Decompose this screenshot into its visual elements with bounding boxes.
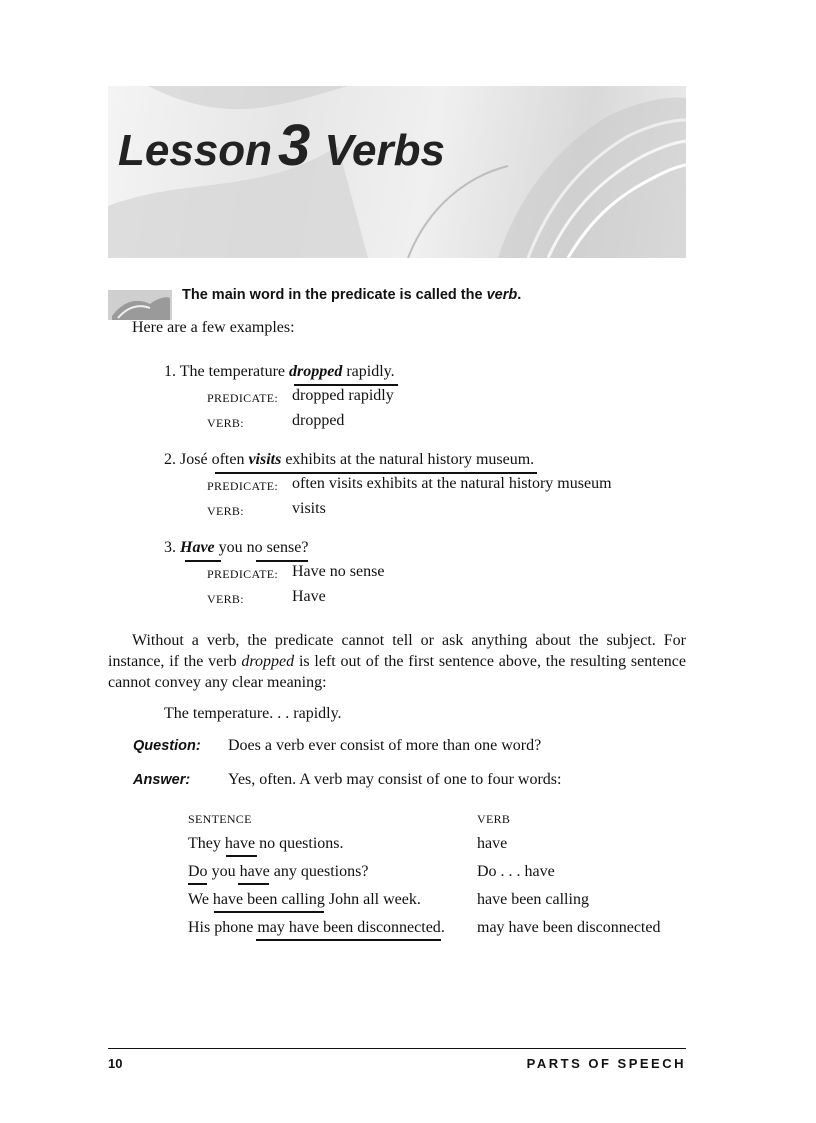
verb-value: dropped bbox=[292, 412, 345, 429]
table-row-verb: have been calling bbox=[477, 891, 589, 908]
table-row-sentence bbox=[188, 920, 445, 936]
example-number: 1. bbox=[164, 363, 176, 380]
sentence-part: any questions? bbox=[269, 863, 369, 880]
verb-underline bbox=[256, 939, 441, 941]
column-header-verb: VERB bbox=[477, 812, 511, 826]
verb-underline bbox=[238, 883, 269, 885]
table-row-sentence bbox=[188, 836, 344, 852]
verb-label: VERB: bbox=[207, 416, 244, 430]
sentence-part: The temperature bbox=[179, 363, 289, 380]
section-title: PARTS OF SPEECH bbox=[526, 1056, 686, 1071]
intro-text: The main word in the predicate is called the bbox=[182, 287, 487, 303]
column-header-sentence: SENTENCE bbox=[188, 812, 252, 826]
examples-intro: Here are a few examples: bbox=[132, 319, 295, 336]
question-label: Question: bbox=[133, 738, 201, 754]
intro-text-end: . bbox=[517, 287, 522, 303]
sentence-part: often bbox=[211, 451, 249, 468]
sentence-part: John all week. bbox=[324, 891, 421, 908]
predicate-label: PREDICATE: bbox=[207, 479, 279, 493]
sentence-part: . bbox=[440, 919, 445, 936]
predicate-underline bbox=[294, 384, 398, 386]
sentence-part: may have been disconnected bbox=[257, 919, 441, 936]
example-number: 3. bbox=[164, 539, 176, 556]
table-row-sentence bbox=[188, 864, 368, 880]
lesson-topic: Verbs bbox=[324, 126, 445, 175]
page-number: 10 bbox=[108, 1056, 123, 1071]
predicate-value: dropped rapidly bbox=[292, 387, 394, 404]
sentence-part: José bbox=[180, 451, 212, 468]
footer-rule bbox=[108, 1048, 686, 1049]
verb-value: visits bbox=[292, 500, 326, 517]
sentence-part: no questions. bbox=[255, 835, 344, 852]
table-row-sentence bbox=[188, 892, 421, 908]
verb-underline bbox=[188, 883, 207, 885]
example-2-sentence bbox=[164, 452, 534, 468]
verb-underline bbox=[214, 911, 324, 913]
lesson-word: Lesson bbox=[118, 126, 273, 175]
table-row-verb: have bbox=[477, 835, 508, 852]
predicate-label: PREDICATE: bbox=[207, 391, 279, 405]
verb-value: Have bbox=[292, 588, 326, 605]
predicate-value: often visits exhibits at the natural history museum bbox=[292, 475, 612, 492]
table-row-verb: may have been disconnected bbox=[477, 919, 661, 936]
table-row-verb: Do . . . have bbox=[477, 863, 555, 880]
lesson-number: 3 bbox=[278, 113, 311, 178]
verb-label: VERB: bbox=[207, 592, 244, 606]
lesson-title bbox=[118, 112, 445, 179]
sentence-part: exhibits at the natural history museum. bbox=[281, 451, 535, 468]
example-number: 2. bbox=[164, 451, 176, 468]
verb-word: Have bbox=[180, 539, 215, 556]
sentence-part: His phone bbox=[188, 919, 258, 936]
predicate-label: PREDICATE: bbox=[207, 567, 279, 581]
sentence-part: Do bbox=[188, 863, 208, 880]
sentence-part: have bbox=[239, 863, 270, 880]
predicate-underline bbox=[185, 560, 221, 562]
paragraph-term: dropped bbox=[241, 653, 295, 670]
paragraph-text: is left out of the first sentence above, the resulting sentence cannot convey any clear meaning: bbox=[108, 653, 687, 691]
answer-label: Answer: bbox=[133, 772, 191, 788]
sentence-part: have bbox=[224, 835, 256, 852]
fragment-example: The temperature. . . rapidly. bbox=[164, 705, 342, 722]
book-icon bbox=[108, 290, 172, 320]
example-1-sentence bbox=[164, 364, 395, 380]
predicate-value: Have no sense bbox=[292, 563, 385, 580]
sentence-part: rapidly. bbox=[342, 363, 395, 380]
sentence-part: ? bbox=[301, 539, 309, 556]
paragraph-text: Without a verb, the predicate cannot tell or ask anything about the subject. For instance, if the verb bbox=[108, 632, 686, 670]
intro-statement bbox=[182, 287, 521, 303]
body-paragraph bbox=[108, 630, 686, 693]
sentence-part: We bbox=[188, 891, 213, 908]
predicate-underline bbox=[215, 472, 537, 474]
verb-label: VERB: bbox=[207, 504, 244, 518]
sentence-part: no sense bbox=[246, 539, 302, 556]
sentence-part: have been calling bbox=[212, 891, 325, 908]
sentence-part: They bbox=[188, 835, 225, 852]
example-3-sentence bbox=[164, 540, 308, 556]
intro-term: verb bbox=[486, 287, 518, 303]
answer-text: Yes, often. A verb may consist of one to four words: bbox=[228, 771, 562, 788]
sentence-part: you bbox=[214, 539, 247, 556]
question-text: Does a verb ever consist of more than one word? bbox=[228, 737, 542, 754]
predicate-underline bbox=[256, 560, 308, 562]
verb-word: visits bbox=[248, 451, 282, 468]
sentence-part: you bbox=[207, 863, 240, 880]
verb-underline bbox=[226, 855, 257, 857]
verb-word: dropped bbox=[289, 363, 343, 380]
